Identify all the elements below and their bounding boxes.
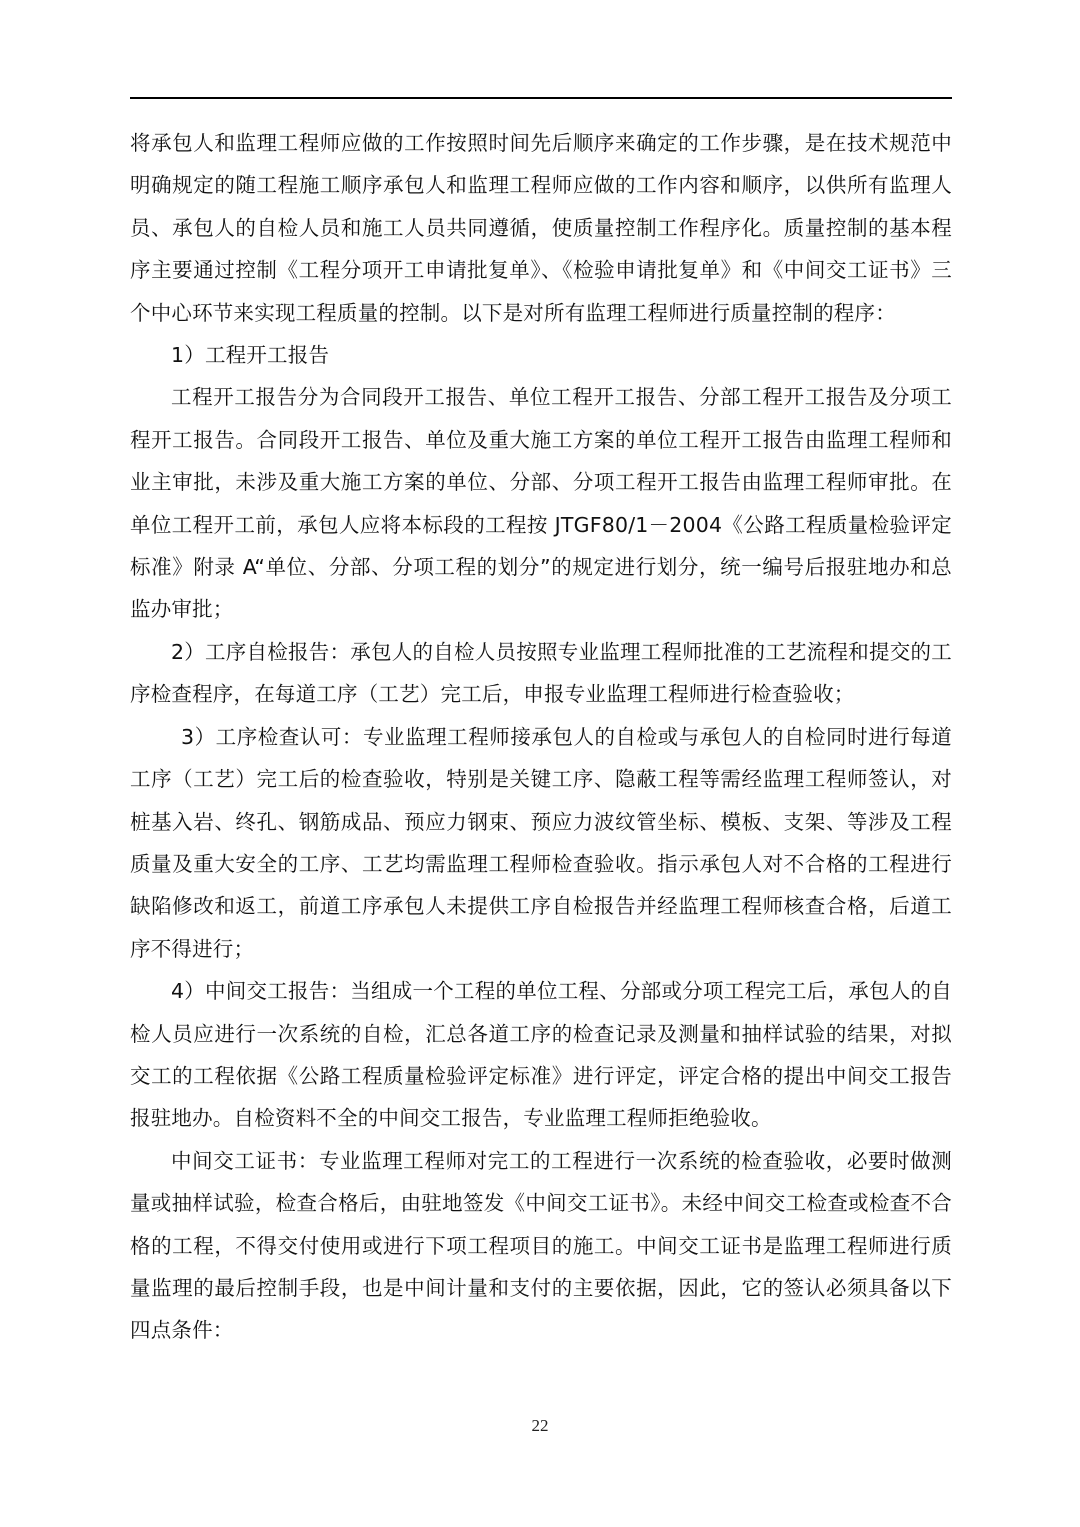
page-number: 22 bbox=[531, 1416, 549, 1435]
paragraph-start-report: 工程开工报告分为合同段开工报告、单位工程开工报告、分部工程开工报告及分项工程开工报告。合同段开工报告、单位及重大施工方案的单位工程开工报告由监理工程师和业主审批，未涉及重大施工方案的单位、分部、分项工程开工报告由监理工程师审批。在单位工程开工前，承包人应将本标段的工程按 JTGF80/1－2004《公路工程质量检验评定标准》附录 A“单位、分部、分项工程的划分”的规定进行划分，统一编号后报驻地办和总监办审批； bbox=[130, 385, 952, 622]
paragraph-interim-report: 4）中间交工报告：当组成一个工程的单位工程、分部或分项工程完工后，承包人的自检人员应进行一次系统的自检，汇总各道工序的检查记录及测量和抽样试验的结果，对拟交工的工程依据《公路工程质量检验评定标准》进行评定，评定合格的提出中间交工报告报驻地办。自检资料不全的中间交工报告，专业监理工程师拒绝验收。 bbox=[130, 979, 952, 1131]
body-text bbox=[130, 122, 952, 1352]
heading-start-report: 1）工程开工报告 bbox=[171, 343, 330, 368]
header-rule bbox=[130, 97, 952, 99]
paragraph-intro: 将承包人和监理工程师应做的工作按照时间先后顺序来确定的工作步骤，是在技术规范中明确规定的随工程施工顺序承包人和监理工程师应做的工作内容和顺序，以供所有监理人员、承包人的自检人员和施工人员共同遵循，使质量控制工作程序化。质量控制的基本程序主要通过控制《工程分项开工申请批复单》、《检验申请批复单》和《中间交工证书》三个中心环节来实现工程质量的控制。以下是对所有监理工程师进行质量控制的程序： bbox=[130, 131, 952, 325]
paragraph-process-approval: 3）工序检查认可：专业监理工程师接承包人的自检或与承包人的自检同时进行每道工序（工艺）完工后的检查验收，特别是关键工序、隐蔽工程等需经监理工程师签认，对桩基入岩、终孔、钢筋成品、预应力钢束、预应力波纹管坐标、模板、支架、等涉及工程质量及重大安全的工序、工艺均需监理工程师检查验收。指示承包人对不合格的工程进行缺陷修改和返工，前道工序承包人未提供工序自检报告并经监理工程师核查合格，后道工序不得进行； bbox=[130, 724, 952, 961]
paragraph-interim-certificate: 中间交工证书：专业监理工程师对完工的工程进行一次系统的检查验收，必要时做测量或抽样试验，检查合格后，由驻地签发《中间交工证书》。未经中间交工检查或检查不合格的工程，不得交付使用或进行下项工程项目的施工。中间交工证书是监理工程师进行质量监理的最后控制手段，也是中间计量和支付的主要依据，因此，它的签认必须具备以下四点条件： bbox=[130, 1148, 952, 1343]
paragraph-self-inspection: 2）工序自检报告：承包人的自检人员按照专业监理工程师批准的工艺流程和提交的工序检查程序，在每道工序（工艺）完工后，申报专业监理工程师进行检查验收； bbox=[130, 639, 952, 707]
